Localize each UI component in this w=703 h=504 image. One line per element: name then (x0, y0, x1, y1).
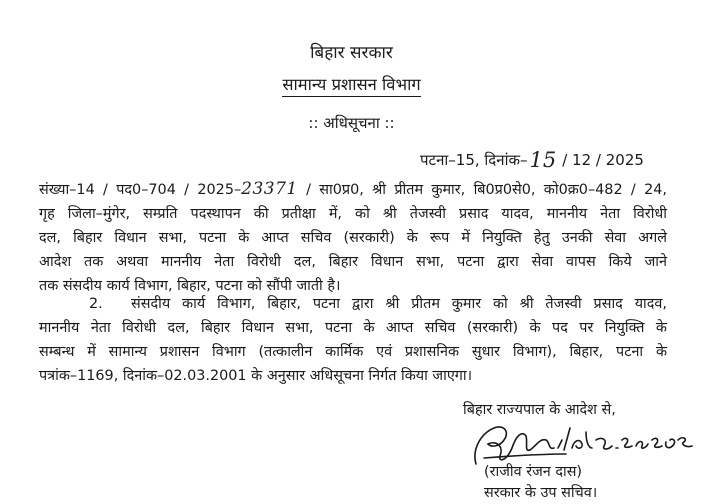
paragraph-1-line-2: गृह जिला–मुंगेर, सम्प्रति पदस्थापन की प्रतीक्षा में, को श्री तेजस्वी प्रसाद यादव, माननीय नेता विरोधी (39, 206, 667, 222)
paragraph-2 (39, 292, 667, 388)
notice-type-heading: :: अधिसूचना :: (308, 114, 395, 132)
memo-suffix: / सा0प्र0, श्री प्रीतम कुमार, बि0प्र0से0, को0क्र0–482 / 24, (306, 182, 667, 198)
paragraph-1 (39, 177, 667, 298)
paragraph-1-line-1 (39, 177, 667, 202)
paragraph-2-line-2: माननीय नेता विरोधी दल, बिहार विधान सभा, पटना के आप्त सचिव (सरकारी) के पद पर नियुक्ति के (39, 320, 667, 336)
paragraph-2-line-1 (39, 292, 667, 316)
department-heading-text: सामान्य प्रशासन विभाग (282, 75, 420, 97)
paragraph-2-line-1-text: संसदीय कार्य विभाग, बिहार, पटना द्वारा श्री प्रीतम कुमार को श्री तेजस्वी प्रसाद यादव, (131, 296, 667, 312)
dateline-month-year: / 12 / 2025 (562, 151, 644, 169)
paragraph-2-line-4: पत्रांक–1169, दिनांक–02.03.2001 के अनुसार अधिसूचना निर्गत किया जाएगा। (39, 368, 473, 384)
paragraph-1-line-3: दल, बिहार विधान सभा, पटना के आप्त सचिव (सरकारी) के रूप में नियुक्ति हेतु उनकी सेवा अगले (39, 230, 667, 246)
paragraph-1-line-5: तक संसदीय कार्य विभाग, बिहार, पटना को सौंपी जाती है। (39, 278, 341, 294)
government-heading: बिहार सरकार (310, 43, 393, 63)
signer-designation: सरकार के उप सचिव। (484, 485, 598, 501)
dateline-place: पटना–15, दिनांक– (420, 151, 528, 169)
memo-number-handwritten: 23371 (241, 179, 298, 199)
dateline (420, 148, 644, 172)
memo-prefix: संख्या–14 / पद0–704 / 2025– (39, 182, 242, 198)
signer-name: (राजीव रंजन दास) (484, 464, 583, 480)
order-line: बिहार राज्यपाल के आदेश से, (463, 402, 616, 418)
paragraph-number: 2. (89, 296, 103, 312)
department-heading (0, 72, 703, 95)
paragraph-2-line-3: सम्बन्ध में सामान्य प्रशासन विभाग (तत्कालीन कार्मिक एवं प्रशासनिक सुधार विभाग), बिहार, पटना के (39, 344, 667, 360)
paragraph-1-line-4: आदेश तक अथवा माननीय नेता विरोधी दल, बिहार विधान सभा, पटना द्वारा सेवा वापस किये जाने (39, 254, 667, 270)
dateline-handwritten-day: 15 (529, 148, 557, 172)
